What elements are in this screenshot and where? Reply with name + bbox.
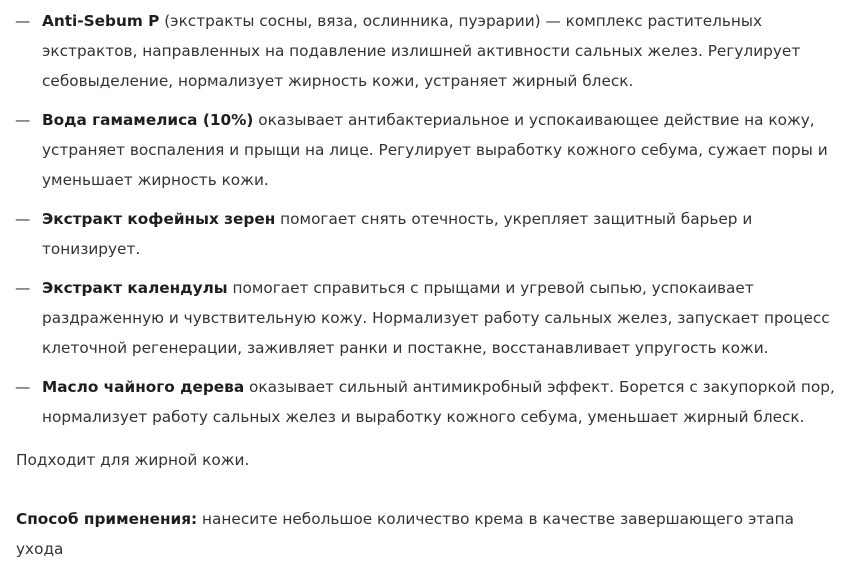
list-item bbox=[0, 6, 842, 96]
ingredient-description: помогает справиться с прыщами и угревой сыпью, успокаивает раздраженную и чувствительную кожу. Нормализует работу сальных желез, запускает процесс клеточной регенерации, заживляет ранки и постакне, восстанавливает упругость кожи. bbox=[42, 279, 830, 357]
dash-marker: — bbox=[15, 12, 31, 30]
ingredient-description: оказывает антибактериальное и успокаивающее действие на кожу, устраняет воспаления и прыщи на лице. Регулирует выработку кожного себума, сужает поры и уменьшает жирность кожи. bbox=[42, 111, 828, 189]
ingredient-name: Экстракт кофейных зерен bbox=[42, 210, 276, 228]
ingredient-name: Вода гамамелиса (10%) bbox=[42, 111, 254, 129]
ingredient-description: (экстракты сосны, вяза, ослинника, пуэрарии) — комплекс растительных экстрактов, направленных на подавление излишней активности сальных желез. Регулирует себовыделение, нормализует жирность кожи, устраняет жирный блеск. bbox=[42, 12, 801, 90]
ingredient-name: Экстракт календулы bbox=[42, 279, 228, 297]
ingredient-description: оказывает сильный антимикробный эффект. Борется с закупоркой пор, нормализует работу сальных желез и выработку кожного себума, уменьшает жирный блеск. bbox=[42, 378, 835, 426]
list-item bbox=[0, 105, 842, 195]
ingredient-list bbox=[0, 6, 842, 441]
usage-paragraph bbox=[16, 504, 836, 564]
dash-marker: — bbox=[15, 210, 31, 228]
dash-marker: — bbox=[15, 378, 31, 396]
list-item bbox=[0, 204, 842, 264]
usage-label: Способ применения: bbox=[16, 510, 198, 528]
dash-marker: — bbox=[15, 111, 31, 129]
ingredient-name: Anti-Sebum P bbox=[42, 12, 160, 30]
ingredient-description: помогает снять отечность, укрепляет защитный барьер и тонизирует. bbox=[42, 210, 753, 258]
list-item bbox=[0, 273, 842, 363]
skin-type-note: Подходит для жирной кожи. bbox=[16, 451, 250, 469]
ingredient-name: Масло чайного дерева bbox=[42, 378, 245, 396]
usage-text: нанесите небольшое количество крема в качестве завершающего этапа ухода bbox=[16, 510, 795, 558]
list-item bbox=[0, 372, 842, 432]
dash-marker: — bbox=[15, 279, 31, 297]
